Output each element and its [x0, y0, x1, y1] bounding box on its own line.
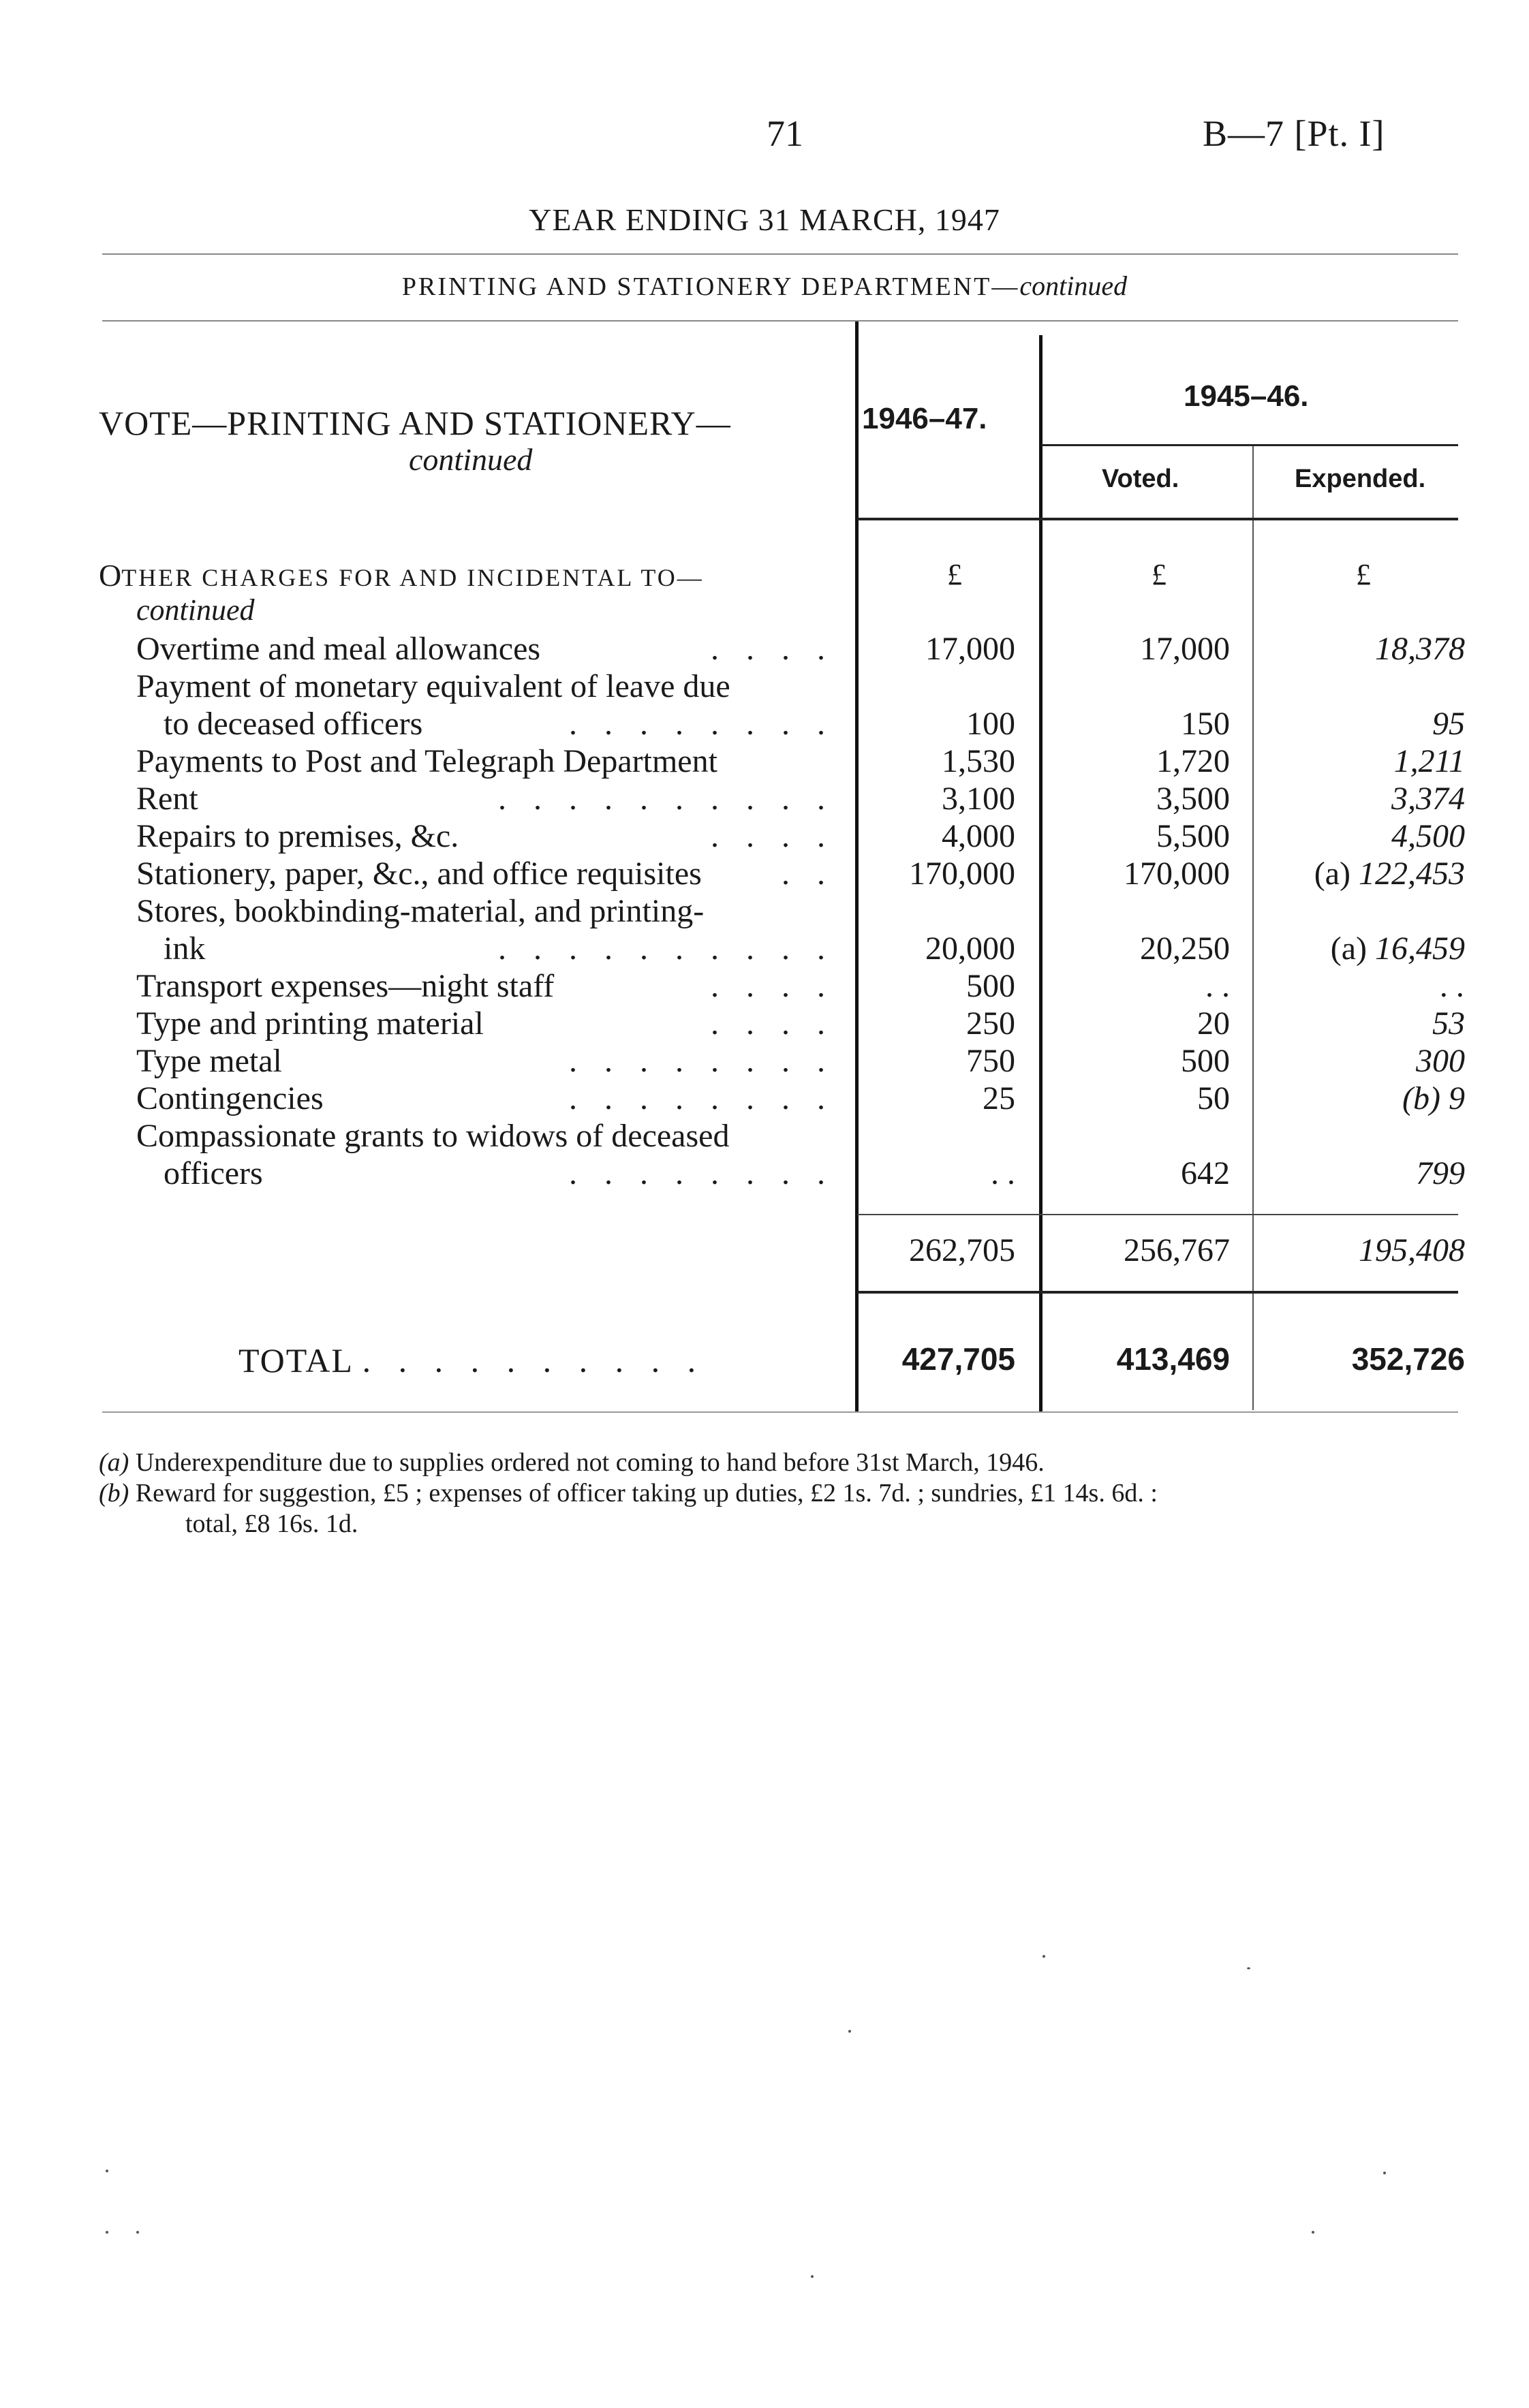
- dot-leader: . . . . . . . .: [569, 1043, 835, 1079]
- scan-speck: [848, 2030, 851, 2033]
- subtotal-voted: 256,767: [1124, 1232, 1230, 1268]
- row-label-stores-cont: [164, 930, 835, 967]
- section-heading: [99, 557, 704, 593]
- value-current: 500: [966, 968, 1015, 1004]
- value-current: 25: [983, 1080, 1015, 1116]
- column-header-voted: Voted.: [1102, 465, 1179, 493]
- dot-leader: . . . .: [711, 1005, 835, 1042]
- scan-speck: [106, 2231, 108, 2234]
- footnote-b: [99, 1478, 1158, 1508]
- row-label-stores: [136, 892, 835, 930]
- scan-speck: [1312, 2231, 1314, 2234]
- value-expended: 300: [1416, 1043, 1465, 1079]
- value-expended: 799: [1416, 1155, 1465, 1191]
- value-current: 170,000: [909, 856, 1015, 892]
- value-voted: 5,500: [1156, 818, 1230, 854]
- scan-speck: [1247, 1967, 1250, 1969]
- row-label-transport: [136, 967, 835, 1005]
- subtitle-continued: continued: [1019, 270, 1128, 301]
- section-heading-initial: O: [99, 558, 122, 593]
- page-title: YEAR ENDING 31 MARCH, 1947: [529, 202, 1000, 237]
- value-expended: [1250, 1080, 1465, 1117]
- value-expended: 4,500: [1391, 818, 1465, 854]
- row-label-compassionate-grants-cont: [164, 1155, 835, 1192]
- value-current: 750: [966, 1043, 1015, 1079]
- currency-voted: £: [1152, 558, 1167, 591]
- dot-leader: . . . .: [711, 968, 835, 1004]
- value-expended: . .: [1440, 968, 1465, 1004]
- expended-amount: 122,453: [1359, 856, 1465, 892]
- total-rule: [857, 1291, 1458, 1294]
- value-voted: 1,720: [1156, 743, 1230, 779]
- page-number: 71: [767, 113, 803, 154]
- subtotal-current: 262,705: [909, 1232, 1015, 1268]
- row-text: Compassionate grants to widows of deceased: [136, 1118, 730, 1154]
- footnote-text: Reward for suggestion, £5 ; expenses of officer taking up duties, £2 1s. 7d. ; sundries, £1 14s. 6d. :: [135, 1479, 1158, 1507]
- row-label-leave-payment-cont: [164, 705, 835, 742]
- row-label-repairs: [136, 817, 835, 855]
- currency-current: £: [947, 558, 962, 591]
- value-current: 20,000: [925, 931, 1015, 967]
- title-rule: [102, 253, 1458, 255]
- footnote-a: [99, 1448, 1045, 1477]
- value-voted: . .: [1205, 968, 1230, 1004]
- scan-speck: [1042, 1955, 1045, 1958]
- footnote-text: Underexpenditure due to supplies ordered not coming to hand before 31st March, 1946.: [135, 1448, 1045, 1477]
- footnote-b-cont: total, £8 16s. 1d.: [185, 1510, 358, 1538]
- value-voted: 50: [1197, 1080, 1230, 1116]
- value-voted: 500: [1181, 1043, 1230, 1079]
- subtotal-rule: [857, 1214, 1458, 1215]
- row-text: Transport expenses—night staff: [136, 968, 555, 1004]
- row-label-type-printing: [136, 1005, 835, 1042]
- value-expended: 1,211: [1393, 743, 1465, 779]
- row-text: Overtime and meal allowances: [136, 631, 541, 667]
- dot-leader: . . . . . . . .: [569, 706, 835, 742]
- row-label-compassionate-grants: [136, 1117, 835, 1155]
- value-current: 1,530: [942, 743, 1015, 779]
- dot-leader: . . . . . . . . . .: [362, 1341, 706, 1379]
- dot-leader: . . . .: [711, 631, 835, 667]
- value-expended: 18,378: [1375, 631, 1465, 667]
- page-subtitle: [0, 270, 1529, 302]
- value-voted: 3,500: [1156, 781, 1230, 817]
- value-voted: 20: [1197, 1005, 1230, 1042]
- scan-speck: [136, 2231, 139, 2234]
- vote-title: VOTE—PRINTING AND STATIONERY—: [99, 404, 731, 442]
- row-label-leave-payment: [136, 668, 835, 705]
- header-bottom-rule: [857, 518, 1458, 520]
- scan-speck: [1383, 2172, 1386, 2174]
- subtitle-rule: [102, 320, 1458, 322]
- column-header-expended: Expended.: [1295, 465, 1426, 493]
- section-heading-rest: THER CHARGES FOR AND INCIDENTAL TO—: [121, 564, 704, 591]
- column-header-1945-46: 1945–46.: [1184, 379, 1309, 413]
- page-reference: B—7 [Pt. I]: [1203, 113, 1385, 154]
- header-rule-1945-46: [1041, 444, 1458, 446]
- value-voted: 150: [1181, 706, 1230, 742]
- value-expended: [1250, 930, 1465, 967]
- dot-leader: . . . . . . . . . .: [498, 931, 835, 967]
- value-voted: 170,000: [1124, 856, 1230, 892]
- value-expended: 53: [1432, 1005, 1465, 1042]
- row-text: ink: [164, 931, 206, 967]
- value-expended: 95: [1432, 706, 1465, 742]
- row-text: Payment of monetary equivalent of leave due: [136, 668, 730, 704]
- value-current: 17,000: [925, 631, 1015, 667]
- vote-continued: continued: [409, 442, 533, 477]
- footnote-mark: (a): [99, 1448, 129, 1477]
- subtitle-text: PRINTING AND STATIONERY DEPARTMENT—: [401, 272, 1020, 301]
- value-voted: 17,000: [1140, 631, 1230, 667]
- row-label-type-metal: [136, 1042, 835, 1080]
- footnote-mark: (b): [99, 1479, 129, 1507]
- value-voted: 20,250: [1140, 931, 1230, 967]
- row-text: Stationery, paper, &c., and office requisites: [136, 856, 702, 892]
- expended-amount: 9: [1449, 1080, 1465, 1116]
- row-label-contingencies: [136, 1080, 835, 1117]
- dot-leader: . .: [782, 856, 835, 892]
- row-text: Type and printing material: [136, 1005, 484, 1042]
- footnote-ref: (b): [1402, 1080, 1440, 1116]
- row-text: to deceased officers: [164, 706, 423, 742]
- row-text: Repairs to premises, &c.: [136, 818, 459, 854]
- dot-leader: . . . . . . . . . .: [498, 781, 835, 817]
- dot-leader: . . . .: [711, 818, 835, 854]
- row-text: officers: [164, 1155, 263, 1191]
- footnote-ref: (a): [1314, 856, 1350, 892]
- row-text: Rent: [136, 781, 198, 817]
- value-expended: [1250, 855, 1465, 892]
- row-text: Contingencies: [136, 1080, 324, 1116]
- value-current: 100: [966, 706, 1015, 742]
- row-label-stationery: [136, 855, 835, 892]
- table-rule-middle: [1039, 335, 1042, 1411]
- table-bottom-rule: [102, 1411, 1458, 1413]
- dot-leader: . . . . . . . .: [569, 1155, 835, 1191]
- section-continued: continued: [136, 593, 255, 627]
- currency-expended: £: [1356, 558, 1371, 591]
- value-current: 250: [966, 1005, 1015, 1042]
- value-current: 4,000: [942, 818, 1015, 854]
- total-expended: 352,726: [1351, 1341, 1465, 1377]
- row-label-overtime: [136, 630, 835, 668]
- value-current: . .: [991, 1155, 1015, 1191]
- value-expended: 3,374: [1391, 781, 1465, 817]
- total-voted: 413,469: [1116, 1341, 1230, 1377]
- scan-speck: [106, 2170, 108, 2172]
- total-label: [238, 1341, 705, 1380]
- expended-amount: 16,459: [1375, 931, 1465, 967]
- total-current: 427,705: [901, 1341, 1015, 1377]
- value-current: 3,100: [942, 781, 1015, 817]
- subtotal-expended: 195,408: [1359, 1232, 1465, 1268]
- footnote-ref: (a): [1330, 931, 1367, 967]
- row-label-rent: [136, 780, 835, 817]
- row-text: Type metal: [136, 1043, 282, 1079]
- column-header-1946-47: 1946–47.: [862, 402, 987, 435]
- row-text: Payments to Post and Telegraph Department: [136, 743, 717, 779]
- dot-leader: . . . . . . . .: [569, 1080, 835, 1116]
- value-voted: 642: [1181, 1155, 1230, 1191]
- row-label-post-telegraph: [136, 742, 835, 780]
- total-text: TOTAL: [238, 1341, 353, 1379]
- row-text: Stores, bookbinding-material, and printing-: [136, 893, 705, 929]
- scan-speck: [811, 2275, 814, 2278]
